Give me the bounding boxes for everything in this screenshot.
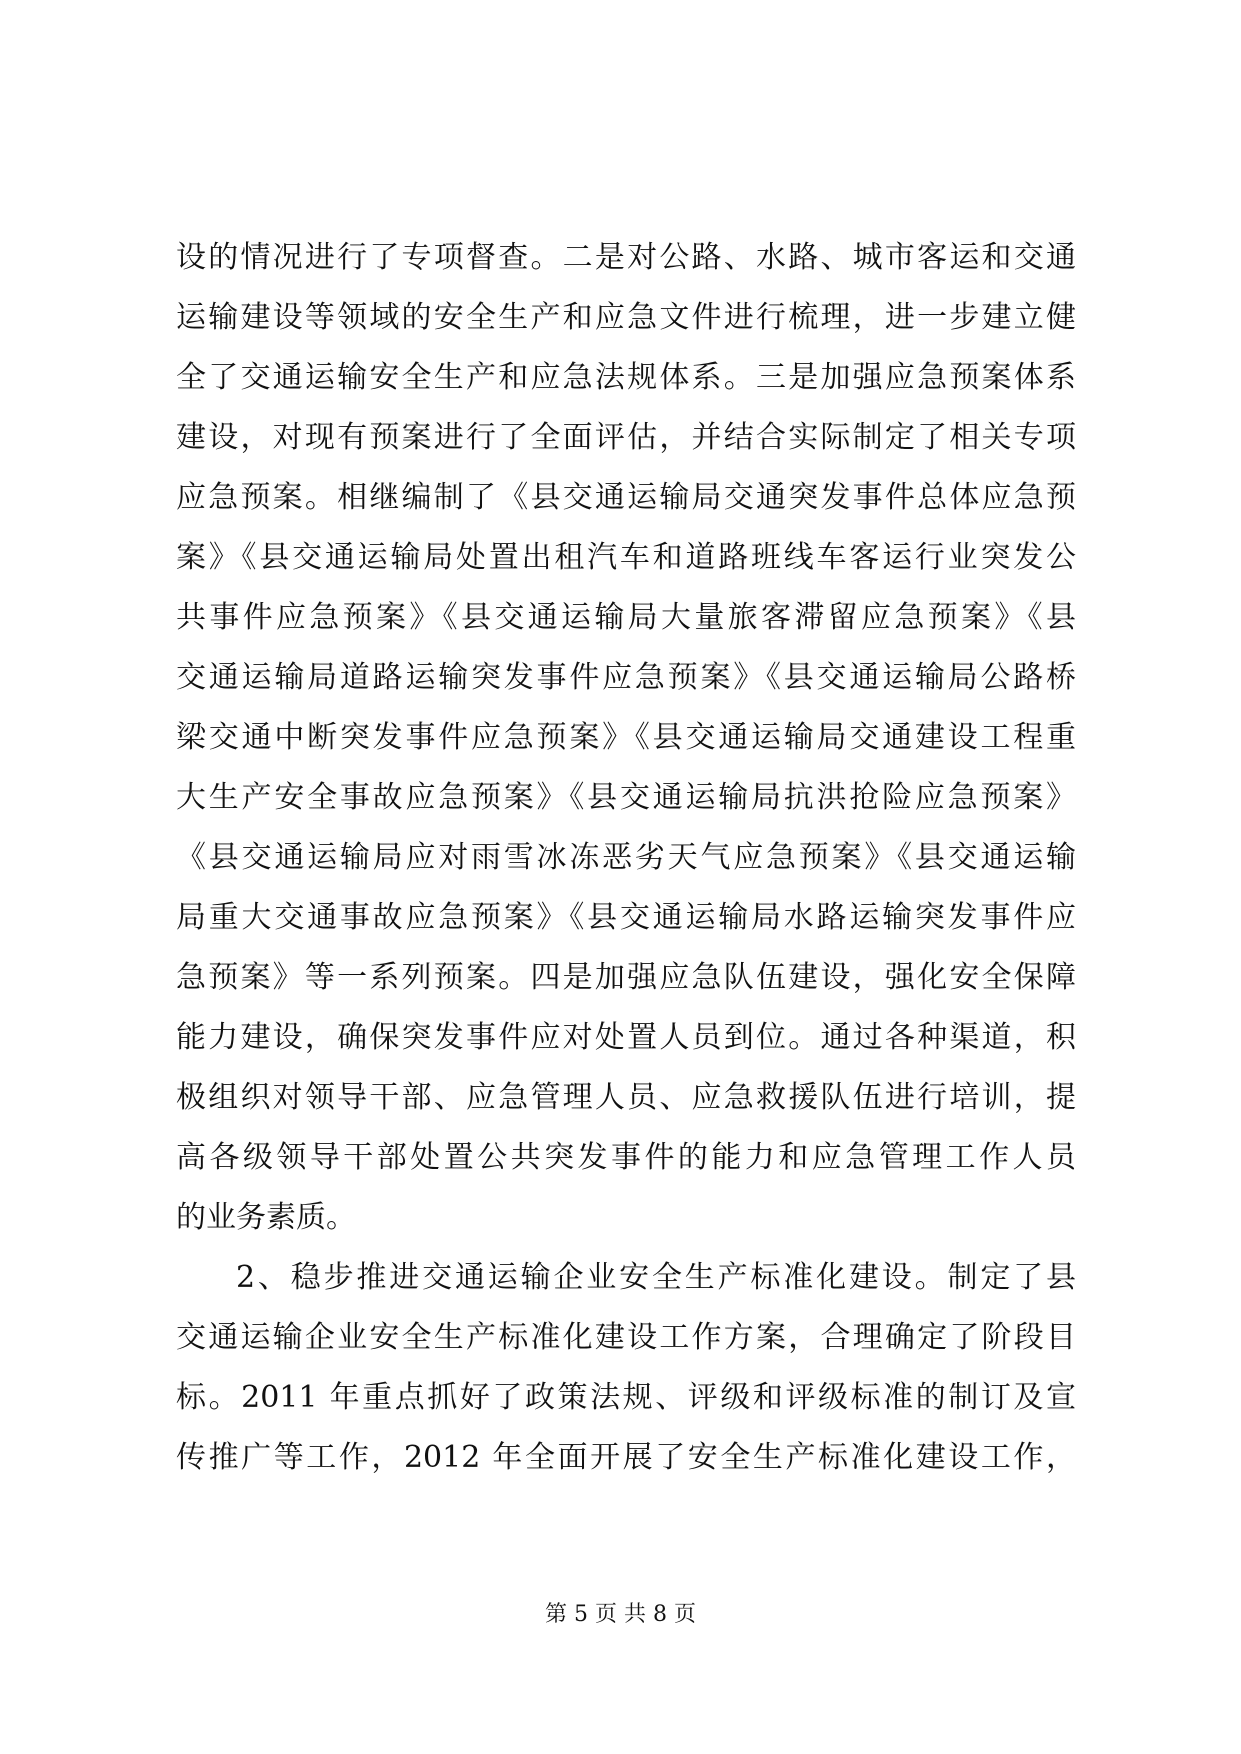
text-line: 共事件应急预案》《县交通运输局大量旅客滞留应急预案》《县 — [176, 600, 1076, 635]
body-text — [176, 228, 1076, 1488]
text-line: 全了交通运输安全生产和应急法规体系。三是加强应急预案体系 — [176, 360, 1076, 395]
text-line: 《县交通运输局应对雨雪冰冻恶劣天气应急预案》《县交通运输 — [176, 840, 1076, 875]
text-line: 2、稳步推进交通运输企业安全生产标准化建设。制定了县 — [236, 1260, 1076, 1295]
text-line: 交通运输局道路运输突发事件应急预案》《县交通运输局公路桥 — [176, 660, 1076, 695]
text-line: 传推广等工作，2012 年全面开展了安全生产标准化建设工作， — [176, 1440, 1076, 1475]
text-line: 建设，对现有预案进行了全面评估，并结合实际制定了相关专项 — [176, 420, 1076, 455]
page-footer: 第 5 页 共 8 页 — [545, 1602, 696, 1627]
text-line: 标。2011 年重点抓好了政策法规、评级和评级标准的制订及宣 — [176, 1380, 1076, 1415]
text-line: 的业务素质。 — [176, 1200, 356, 1235]
text-line: 极组织对领导干部、应急管理人员、应急救援队伍进行培训，提 — [176, 1080, 1076, 1115]
text-line: 案》《县交通运输局处置出租汽车和道路班线车客运行业突发公 — [176, 540, 1076, 575]
text-line: 设的情况进行了专项督查。二是对公路、水路、城市客运和交通 — [176, 240, 1076, 275]
text-line: 大生产安全事故应急预案》《县交通运输局抗洪抢险应急预案》 — [176, 780, 1076, 815]
text-line: 能力建设，确保突发事件应对处置人员到位。通过各种渠道，积 — [176, 1020, 1076, 1055]
text-line: 交通运输企业安全生产标准化建设工作方案，合理确定了阶段目 — [176, 1320, 1076, 1355]
text-line: 高各级领导干部处置公共突发事件的能力和应急管理工作人员 — [176, 1140, 1076, 1175]
text-line: 运输建设等领域的安全生产和应急文件进行梳理，进一步建立健 — [176, 300, 1076, 335]
text-line: 梁交通中断突发事件应急预案》《县交通运输局交通建设工程重 — [176, 720, 1076, 755]
paragraph-1 — [176, 228, 1076, 1248]
text-line: 急预案》等一系列预案。四是加强应急队伍建设，强化安全保障 — [176, 960, 1076, 995]
text-line: 局重大交通事故应急预案》《县交通运输局水路运输突发事件应 — [176, 900, 1076, 935]
paragraph-2 — [176, 1248, 1076, 1488]
text-line: 应急预案。相继编制了《县交通运输局交通突发事件总体应急预 — [176, 480, 1076, 515]
